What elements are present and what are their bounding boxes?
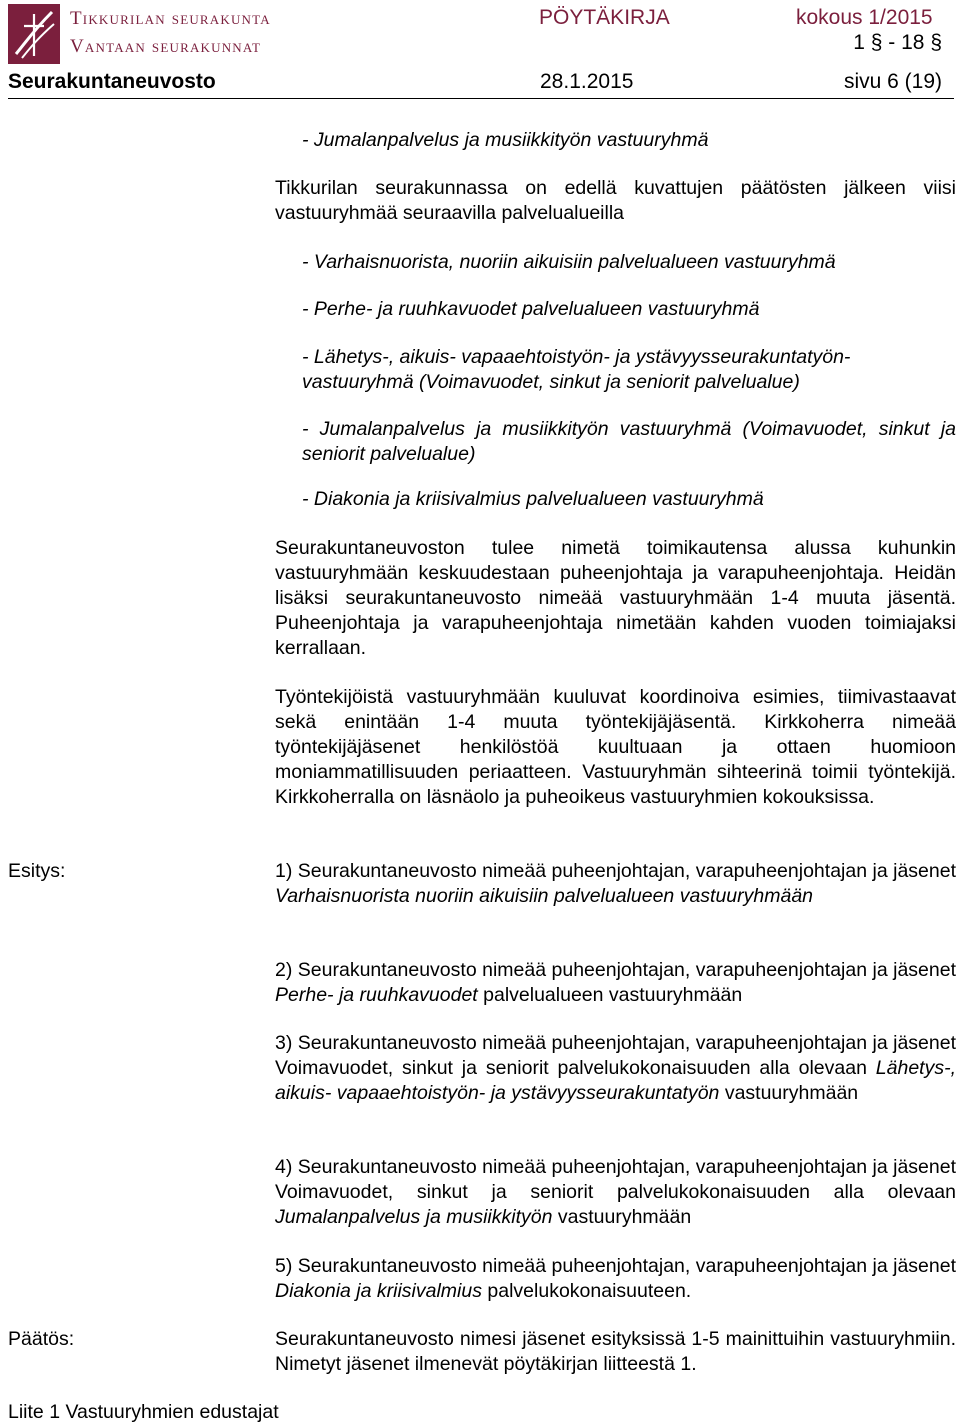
list-item: - Perhe- ja ruuhkavuodet palvelualueen vastuuryhmä	[302, 298, 760, 320]
decision-text: Seurakuntaneuvosto nimesi jäsenet esityksissä 1-5 mainittuihin vastuuryhmiin. Nimetyt jäsenet ilmenevät pöytäkirjan liitteestä 1.	[275, 1328, 956, 1375]
paragraph-chairs: Seurakuntaneuvoston tulee nimetä toimikautensa alussa kuhunkin vastuuryhmään keskuudestaan puheenjohtaja ja varapuheenjohtaja. Heidän lisäksi seurakuntaneuvosto nimeää vastuuryhmään 1-4 muuta jäsentä. Puheenjohtaja ja varapuheenjohtaja nimetään kahden vuoden toimiajaksi kerrallaan.	[275, 537, 956, 659]
header-divider	[8, 98, 954, 99]
meeting-date: 28.1.2015	[540, 70, 634, 93]
list-item: - Jumalanpalvelus ja musiikkityön vastuuryhmä	[302, 129, 709, 151]
org-name-line2: Vantaan seurakunnat	[70, 36, 262, 57]
proposal-item-2: 2) Seurakuntaneuvosto nimeää puheenjohtajan, varapuheenjohtajan ja jäsenet Perhe- ja ruuhkavuodet palvelualueen vastuuryhmään	[275, 959, 956, 1006]
parish-logo-icon	[8, 4, 60, 64]
proposal-item-3: 3) Seurakuntaneuvosto nimeää puheenjohtajan, varapuheenjohtajan ja jäsenet Voimavuodet, sinkut ja seniorit palvelukokonaisuuden alla olevaan Lähetys-, aikuis- vapaaehtoistyön- ja ystävyysseurakuntatyön vastuuryhmään	[275, 1032, 956, 1104]
proposal-item-5: 5) Seurakuntaneuvosto nimeää puheenjohtajan, varapuheenjohtajan ja jäsenet Diakonia ja kriisivalmius palvelukokonaisuuteen.	[275, 1255, 956, 1302]
list-item: - Varhaisnuorista, nuoriin aikuisiin palvelualueen vastuuryhmä	[302, 251, 836, 273]
appendix-note: Liite 1 Vastuuryhmien edustajat	[8, 1401, 279, 1423]
list-item: - Lähetys-, aikuis- vapaaehtoistyön- ja ystävyysseurakuntatyön- vastuuryhmä (Voimavuodet, sinkut ja seniorit palvelualue)	[302, 346, 851, 393]
meeting-number: kokous 1/2015	[796, 6, 933, 29]
org-name-line1: Tikkurilan seurakunta	[70, 8, 271, 29]
org-unit-title: Seurakuntaneuvosto	[8, 70, 216, 93]
document-type: PÖYTÄKIRJA	[539, 6, 670, 29]
list-item: - Diakonia ja kriisivalmius palvelualueen vastuuryhmä	[302, 488, 764, 510]
list-item: - Jumalanpalvelus ja musiikkityön vastuuryhmä (Voimavuodet, sinkut ja seniorit palvelualue)	[302, 418, 956, 465]
proposal-item-1: 1) Seurakuntaneuvosto nimeää puheenjohtajan, varapuheenjohtajan ja jäsenet Varhaisnuorista nuoriin aikuisiin palvelualueen vastuuryhmään	[275, 860, 956, 907]
page-number: sivu 6 (19)	[843, 70, 942, 93]
paragraph-employees: Työntekijöistä vastuuryhmään kuuluvat koordinoiva esimies, tiimivastaavat sekä enintään 1-4 muuta työntekijäjäsentä. Kirkkoherra nimeää työntekijäjäsenet henkilöstöä kuultuaan ja ottaen huomioon moniammatillisuuden periaatteen. Vastuuryhmän sihteerinä toimii työntekijä. Kirkkoherralla on läsnäolo ja puheoikeus vastuuryhmien kokouksissa.	[275, 686, 956, 808]
proposal-item-4: 4) Seurakuntaneuvosto nimeää puheenjohtajan, varapuheenjohtajan ja jäsenet Voimavuodet, sinkut ja seniorit palvelukokonaisuuden alla olevaan Jumalanpalvelus ja musiikkityön vastuuryhmään	[275, 1156, 956, 1228]
section-range: 1 § - 18 §	[853, 31, 942, 54]
proposal-label: Esitys:	[8, 860, 66, 882]
decision-label: Päätös:	[8, 1328, 75, 1350]
paragraph-intro: Tikkurilan seurakunnassa on edellä kuvattujen päätösten jälkeen viisi vastuuryhmää seuraavilla palvelualueilla	[275, 177, 956, 224]
